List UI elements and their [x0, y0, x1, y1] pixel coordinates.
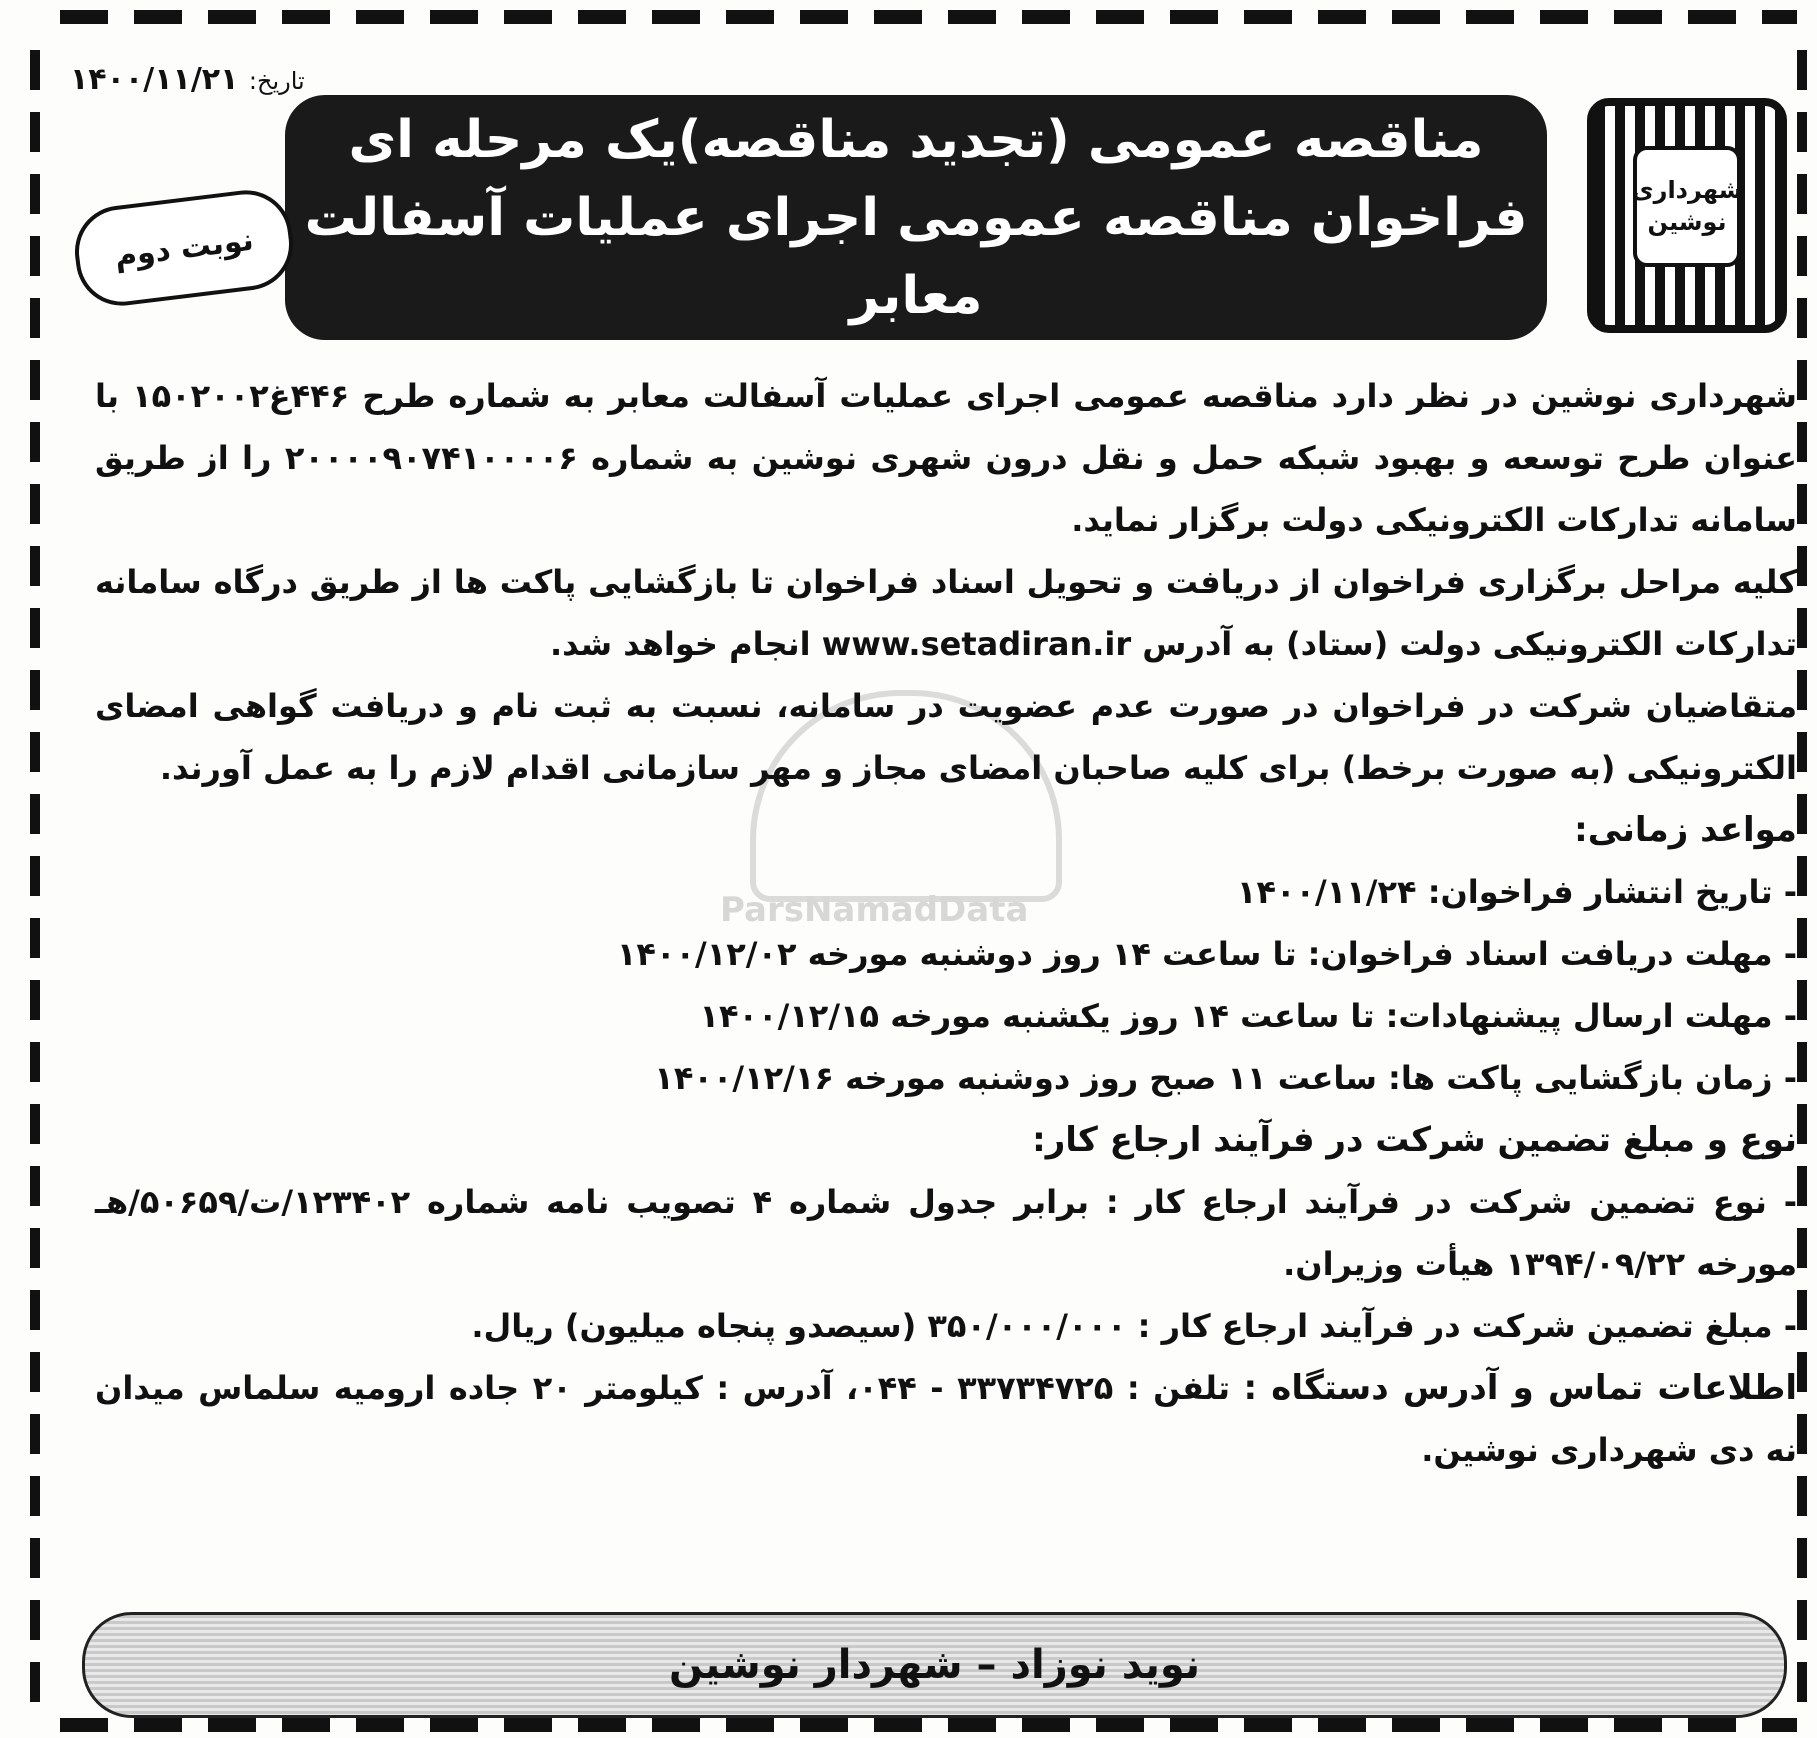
deadline-item: - تاریخ انتشار فراخوان: ۱۴۰۰/۱۱/۲۴: [1236, 873, 1797, 911]
deadline-item: - مهلت دریافت اسناد فراخوان: تا ساعت ۱۴ روز دوشنبه مورخه ۱۴۰۰/۱۲/۰۲: [616, 935, 1797, 973]
watermark-brand: ParsNamadData: [720, 890, 1029, 930]
logo-line2: نوشین: [1647, 207, 1727, 236]
guarantee-amount: - مبلغ تضمین شرکت در فرآیند ارجاع کار : ۳۵۰/۰۰۰/۰۰۰ (سیصدو پنجاه میلیون) ریال.: [471, 1307, 1797, 1345]
date-label: تاریخ:: [248, 67, 305, 95]
frame-left-border: [30, 50, 40, 1708]
paragraph-procedure: کلیه مراحل برگزاری فراخوان از دریافت و تحویل اسناد فراخوان تا بازگشایی پاکت ها از طریق درگاه سامانه تدارکات الکترونیکی دولت (ستاد) به آدرس www.setadiran.ir انجام خواهد شد.: [95, 563, 1797, 663]
logo-line1: شهرداری: [1631, 176, 1743, 205]
frame-right-border: [1797, 50, 1807, 1708]
municipality-logo: [1587, 98, 1787, 333]
guarantee-type: - نوع تضمین شرکت در فرآیند ارجاع کار : برابر جدول شماره ۴ تصویب نامه شماره ۱۲۳۴۰۲/ت/۵۰۶۵۹/هـ مورخه ۱۳۹۴/۰۹/۲۲ هیأت وزیران.: [95, 1183, 1798, 1283]
contact-label: اطلاعات تماس و آدرس دستگاه :: [1243, 1368, 1798, 1408]
announcement-body: [95, 365, 1797, 1481]
contact-text: تلفن : ۳۳۷۳۴۷۲۵ - ۰۴۴، آدرس : کیلومتر ۲۰ جاده ارومیه سلماس میدان نه دی شهرداری نوشین.: [95, 1369, 1797, 1469]
paragraph-tender-intro: شهرداری نوشین در نظر دارد مناقصه عمومی اجرای عملیات آسفالت معابر به شماره طرح ۴۴۶غ۱۵۰۲۰۰۲ با عنوان طرح توسعه و بهبود شبکه حمل و نقل درون شهری نوشین به شماره ۲۰۰۰۰۹۰۷۴۱۰۰۰۰۶ را از طریق سامانه تدارکات الکترونیکی دولت برگزار نماید.: [95, 377, 1798, 539]
title-line2: فراخوان مناقصه عمومی اجرای عملیات آسفالت معابر: [304, 187, 1528, 326]
date-value: ۱۴۰۰/۱۱/۲۱: [70, 62, 239, 97]
frame-top-border: [60, 10, 1797, 24]
paragraph-registration: متقاضیان شرکت در فراخوان در صورت عدم عضویت در سامانه، نسبت به ثبت نام و دریافت گواهی امضای الکترونیکی (به صورت برخط) برای کلیه صاحبان امضای مجاز و مهر سازمانی اقدام لازم را به عمل آورند.: [95, 687, 1797, 787]
second-round-badge: نوبت دوم: [70, 185, 299, 311]
title-line1: مناقصه عمومی (تجدید مناقصه)یک مرحله ای: [348, 109, 1484, 170]
deadline-item: - مهلت ارسال پیشنهادات: تا ساعت ۱۴ روز یکشنبه مورخه ۱۴۰۰/۱۲/۱۵: [699, 997, 1797, 1035]
contact-info: [95, 1357, 1797, 1481]
guarantee-heading: نوع و مبلغ تضمین شرکت در فرآیند ارجاع کار:: [1032, 1120, 1797, 1160]
date-line: [70, 62, 305, 97]
deadline-item: - زمان بازگشایی پاکت ها: ساعت ۱۱ صبح روز دوشنبه مورخه ۱۴۰۰/۱۲/۱۶: [654, 1059, 1797, 1097]
frame-bottom-border: [60, 1718, 1797, 1732]
logo-inner: [1633, 146, 1741, 267]
deadlines-heading: مواعد زمانی:: [1574, 810, 1797, 850]
signature-text: نوید نوزاد – شهردار نوشین: [669, 1642, 1200, 1688]
signature-box: [82, 1612, 1787, 1718]
title-banner: [285, 95, 1547, 340]
